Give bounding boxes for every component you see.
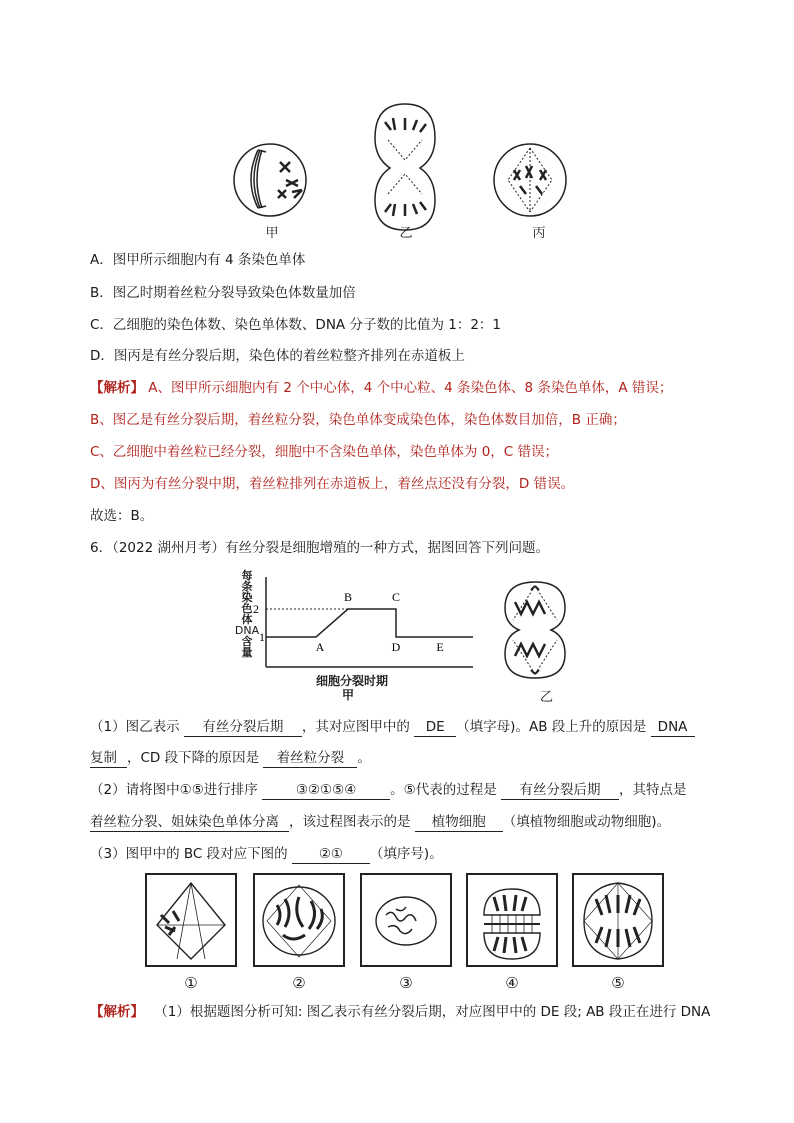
cell-anaphase-figure: [495, 580, 575, 680]
ylabel-char: 量: [241, 646, 253, 659]
sub2-text: （填植物细胞或动物细胞)。: [502, 814, 671, 830]
sub3-answer1: ②①: [292, 845, 370, 864]
point-label-d: D: [391, 640, 401, 654]
sub2-line2: [90, 813, 670, 832]
analysis1-line4: D、图丙为有丝分裂中期，着丝粒排列在赤道板上，着丝点还没有分裂，D 错误。: [90, 476, 575, 492]
sub2-text: ，其特点是: [619, 782, 687, 798]
sub1-line1: [90, 718, 695, 737]
graph-ylabel: [230, 570, 264, 658]
ylabel-char: 体: [241, 613, 253, 626]
label-bing: 丙: [532, 226, 546, 241]
option-b: B．图乙时期着丝粒分裂导致染色体数量加倍: [90, 285, 356, 301]
mitosis-drawing-4: [468, 875, 556, 965]
analysis1-line3: C、乙细胞中着丝粒已经分裂，细胞中不含染色单体，染色单体为 0，C 错误；: [90, 444, 559, 460]
sub1-answer2: DE: [414, 718, 456, 737]
sub1-text: ，其对应图甲中的: [301, 719, 415, 735]
analysis1-text-a: A、图甲所示细胞内有 2 个中心体，4 个中心粒、4 条染色体、8 条染色单体，A 错误；: [144, 380, 673, 396]
sub3-text: （填序号)。: [369, 846, 443, 862]
mitosis-figure-2: [253, 873, 345, 967]
figure-number-5: ⑤: [611, 974, 625, 992]
q6-stem: 6．（2022 湖州月考）有丝分裂是细胞增殖的一种方式，据图回答下列问题。: [90, 540, 549, 556]
sub1-line2: [90, 749, 371, 768]
point-label-a: A: [315, 640, 325, 654]
cell-bing: [494, 144, 566, 216]
analysis-tag: 【解析】: [90, 380, 144, 396]
analysis2-line: [90, 1003, 710, 1021]
option-d: D．图丙是有丝分裂后期，染色体的着丝粒整齐排列在赤道板上: [90, 348, 465, 364]
sub2-text: （2）请将图中①⑤进行排序: [90, 782, 263, 798]
sub1-answer3a: DNA: [651, 718, 695, 737]
sub1-answer1: 有丝分裂后期: [184, 718, 302, 737]
mitosis-figure-5: [572, 873, 664, 967]
option-c: C．乙细胞的染色体数、染色单体数、DNA 分子数的比值为 1：2：1: [90, 317, 502, 333]
sub1-answer3b: 复制: [90, 749, 127, 768]
ytick-label-1: 1: [259, 630, 265, 644]
cell-anaphase-drawing: [495, 580, 575, 680]
mitosis-drawing-2: [255, 875, 343, 965]
cell-anaphase-caption: 乙: [540, 690, 554, 705]
ytick-label-2: 2: [253, 602, 259, 616]
data-line: [266, 609, 473, 637]
sub2-answer2: 有丝分裂后期: [501, 781, 619, 800]
label-jia: 甲: [265, 226, 279, 241]
graph-caption: 甲: [342, 688, 355, 702]
sub1-text: （填字母)。AB 段上升的原因是: [456, 719, 651, 735]
ylabel-char: 每: [241, 569, 253, 582]
ylabel-char: 色: [241, 602, 253, 615]
mitosis-figure-1: [145, 873, 237, 967]
top-cell-figure: [230, 100, 570, 240]
ylabel-char: 条: [241, 580, 253, 593]
option-a: A．图甲所示细胞内有 4 条染色单体: [90, 252, 306, 268]
analysis1-line1: [90, 379, 672, 397]
figure-number-3: ③: [399, 974, 413, 992]
mitosis-drawing-3: [362, 875, 450, 965]
point-label-b: B: [343, 590, 353, 604]
mitosis-figure-3: [360, 873, 452, 967]
point-label-e: E: [436, 640, 444, 654]
ylabel-char: 含: [241, 635, 253, 648]
sub2-answer3: 着丝粒分裂、姐妹染色单体分离: [90, 813, 289, 832]
cell-jia: [234, 144, 306, 216]
analysis2-tag: 【解析】: [90, 1004, 144, 1020]
figure-number-1: ①: [184, 974, 198, 992]
sub1-text: ，CD 段下降的原因是: [127, 750, 264, 766]
figure-number-2: ②: [292, 974, 306, 992]
label-yi: 乙: [399, 226, 413, 241]
figure-number-4: ④: [505, 974, 519, 992]
cell-yi: [375, 104, 435, 230]
mitosis-figure-4: [466, 873, 558, 967]
sub2-text: 。⑤代表的过程是: [390, 782, 501, 798]
top-cell-drawing: [230, 100, 570, 240]
analysis1-line2: B、图乙是有丝分裂后期，着丝粒分裂，染色单体变成染色体，染色体数目加倍，B 正确；: [90, 412, 626, 428]
sub1-answer4: 着丝粒分裂: [263, 749, 357, 768]
mitosis-drawing-5: [574, 875, 662, 965]
sub3-text: （3）图甲中的 BC 段对应下图的: [90, 846, 292, 862]
analysis1-answer: 故选：B。: [90, 508, 154, 524]
sub2-answer4: 植物细胞: [415, 813, 503, 832]
sub2-text: ，该过程图表示的是: [289, 814, 415, 830]
ylabel-char: DNA: [234, 624, 260, 637]
sub3-line: [90, 845, 443, 864]
ylabel-char: 染: [241, 591, 253, 604]
sub1-text: 。: [357, 750, 371, 766]
sub2-line1: [90, 781, 687, 800]
point-label-c: C: [391, 590, 401, 604]
graph-xlabel: 细胞分裂时期: [316, 674, 389, 688]
sub1-text: （1）图乙表示: [90, 719, 184, 735]
sub2-answer1: ③②①⑤④: [262, 781, 390, 800]
mitosis-drawing-1: [147, 875, 235, 965]
analysis2-text: （1）根据题图分析可知: 图乙表示有丝分裂后期，对应图甲中的 DE 段; AB 段正在进行 DNA: [154, 1004, 711, 1020]
